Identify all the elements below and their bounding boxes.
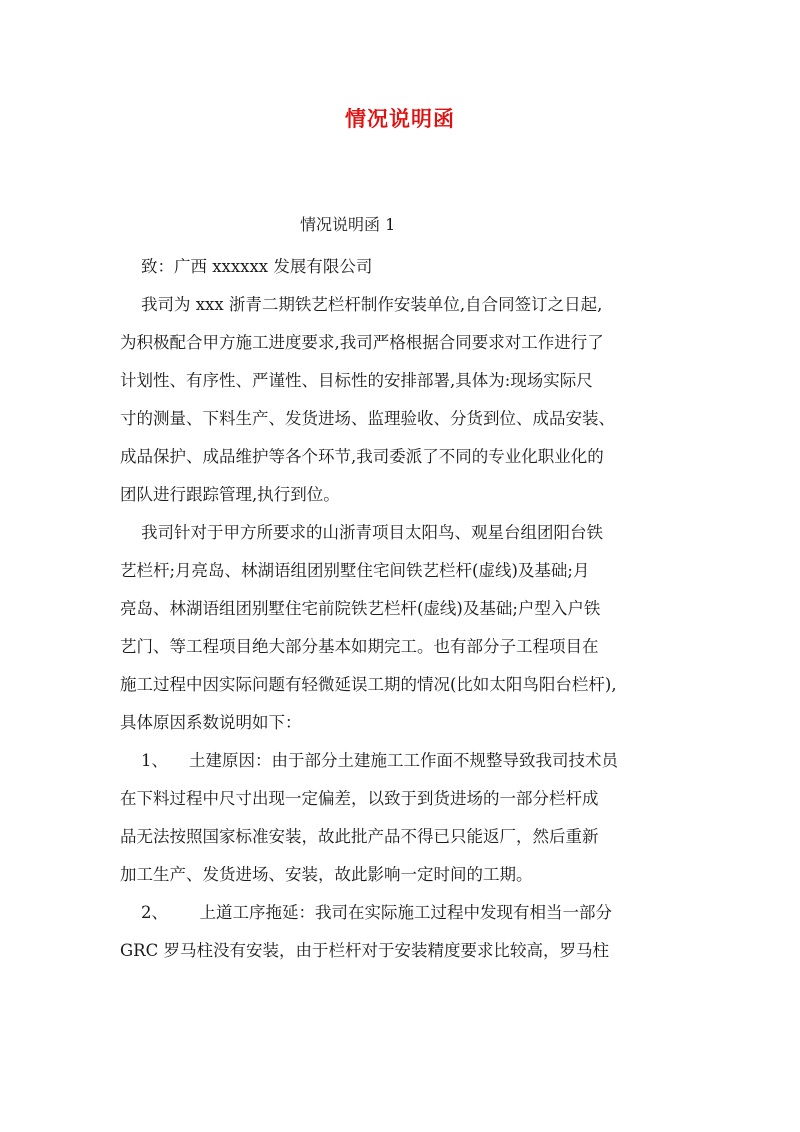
paragraph-line: 我司针对于甲方所要求的山浙青项目太阳鸟、观星台组团阳台铁 xyxy=(141,523,603,542)
paragraph-line: 施工过程中因实际问题有轻微延误工期的情况(比如太阳鸟阳台栏杆), xyxy=(120,675,617,694)
paragraph-line: GRC 罗马柱没有安装，由于栏杆对于安装精度要求比较高，罗马柱 xyxy=(120,941,609,960)
list-item-line: 1、 土建原因：由于部分土建施工工作面不规整导致我司技术员 xyxy=(141,751,618,770)
section-title: 情况说明函 1 xyxy=(300,215,396,234)
paragraph-line: 计划性、有序性、严谨性、目标性的安排部署,具体为:现场实际尺 xyxy=(120,371,593,390)
addressee-line: 致：广西 xxxxxx 发展有限公司 xyxy=(141,257,373,276)
paragraph-line: 在下料过程中尺寸出现一定偏差，以致于到货进场的一部分栏杆成 xyxy=(120,789,599,808)
paragraph-line: 成品保护、成品维护等各个环节,我司委派了不同的专业化职业化的 xyxy=(120,447,604,466)
paragraph-line: 具体原因系数说明如下： xyxy=(120,713,302,732)
paragraph-line: 亮岛、林湖语组团别墅住宅前院铁艺栏杆(虚线)及基础;户型入户铁 xyxy=(120,599,601,618)
paragraph-line: 加工生产、发货进场、安装，故此影响一定时间的工期。 xyxy=(120,865,533,884)
paragraph-line: 艺栏杆;月亮岛、林湖语组团别墅住宅间铁艺栏杆(虚线)及基础;月 xyxy=(120,561,590,580)
paragraph-line: 为积极配合甲方施工进度要求,我司严格根据合同要求对工作进行了 xyxy=(120,333,604,352)
paragraph-line: 品无法按照国家标准安装，故此批产品不得已只能返厂，然后重新 xyxy=(120,827,599,846)
paragraph-line: 我司为 xxx 浙青二期铁艺栏杆制作安装单位,自合同签订之日起, xyxy=(141,295,603,314)
paragraph-line: 团队进行跟踪管理,执行到位。 xyxy=(120,485,340,504)
document-title: 情况说明函 xyxy=(345,106,455,131)
paragraph-line: 寸的测量、下料生产、发货进场、监理验收、分货到位、成品安装、 xyxy=(120,409,615,428)
paragraph-line: 艺门、等工程项目绝大部分基本如期完工。也有部分子工程项目在 xyxy=(120,637,599,656)
list-item-line: 2、 上道工序拖延：我司在实际施工过程中发现有相当一部分 xyxy=(141,903,612,922)
